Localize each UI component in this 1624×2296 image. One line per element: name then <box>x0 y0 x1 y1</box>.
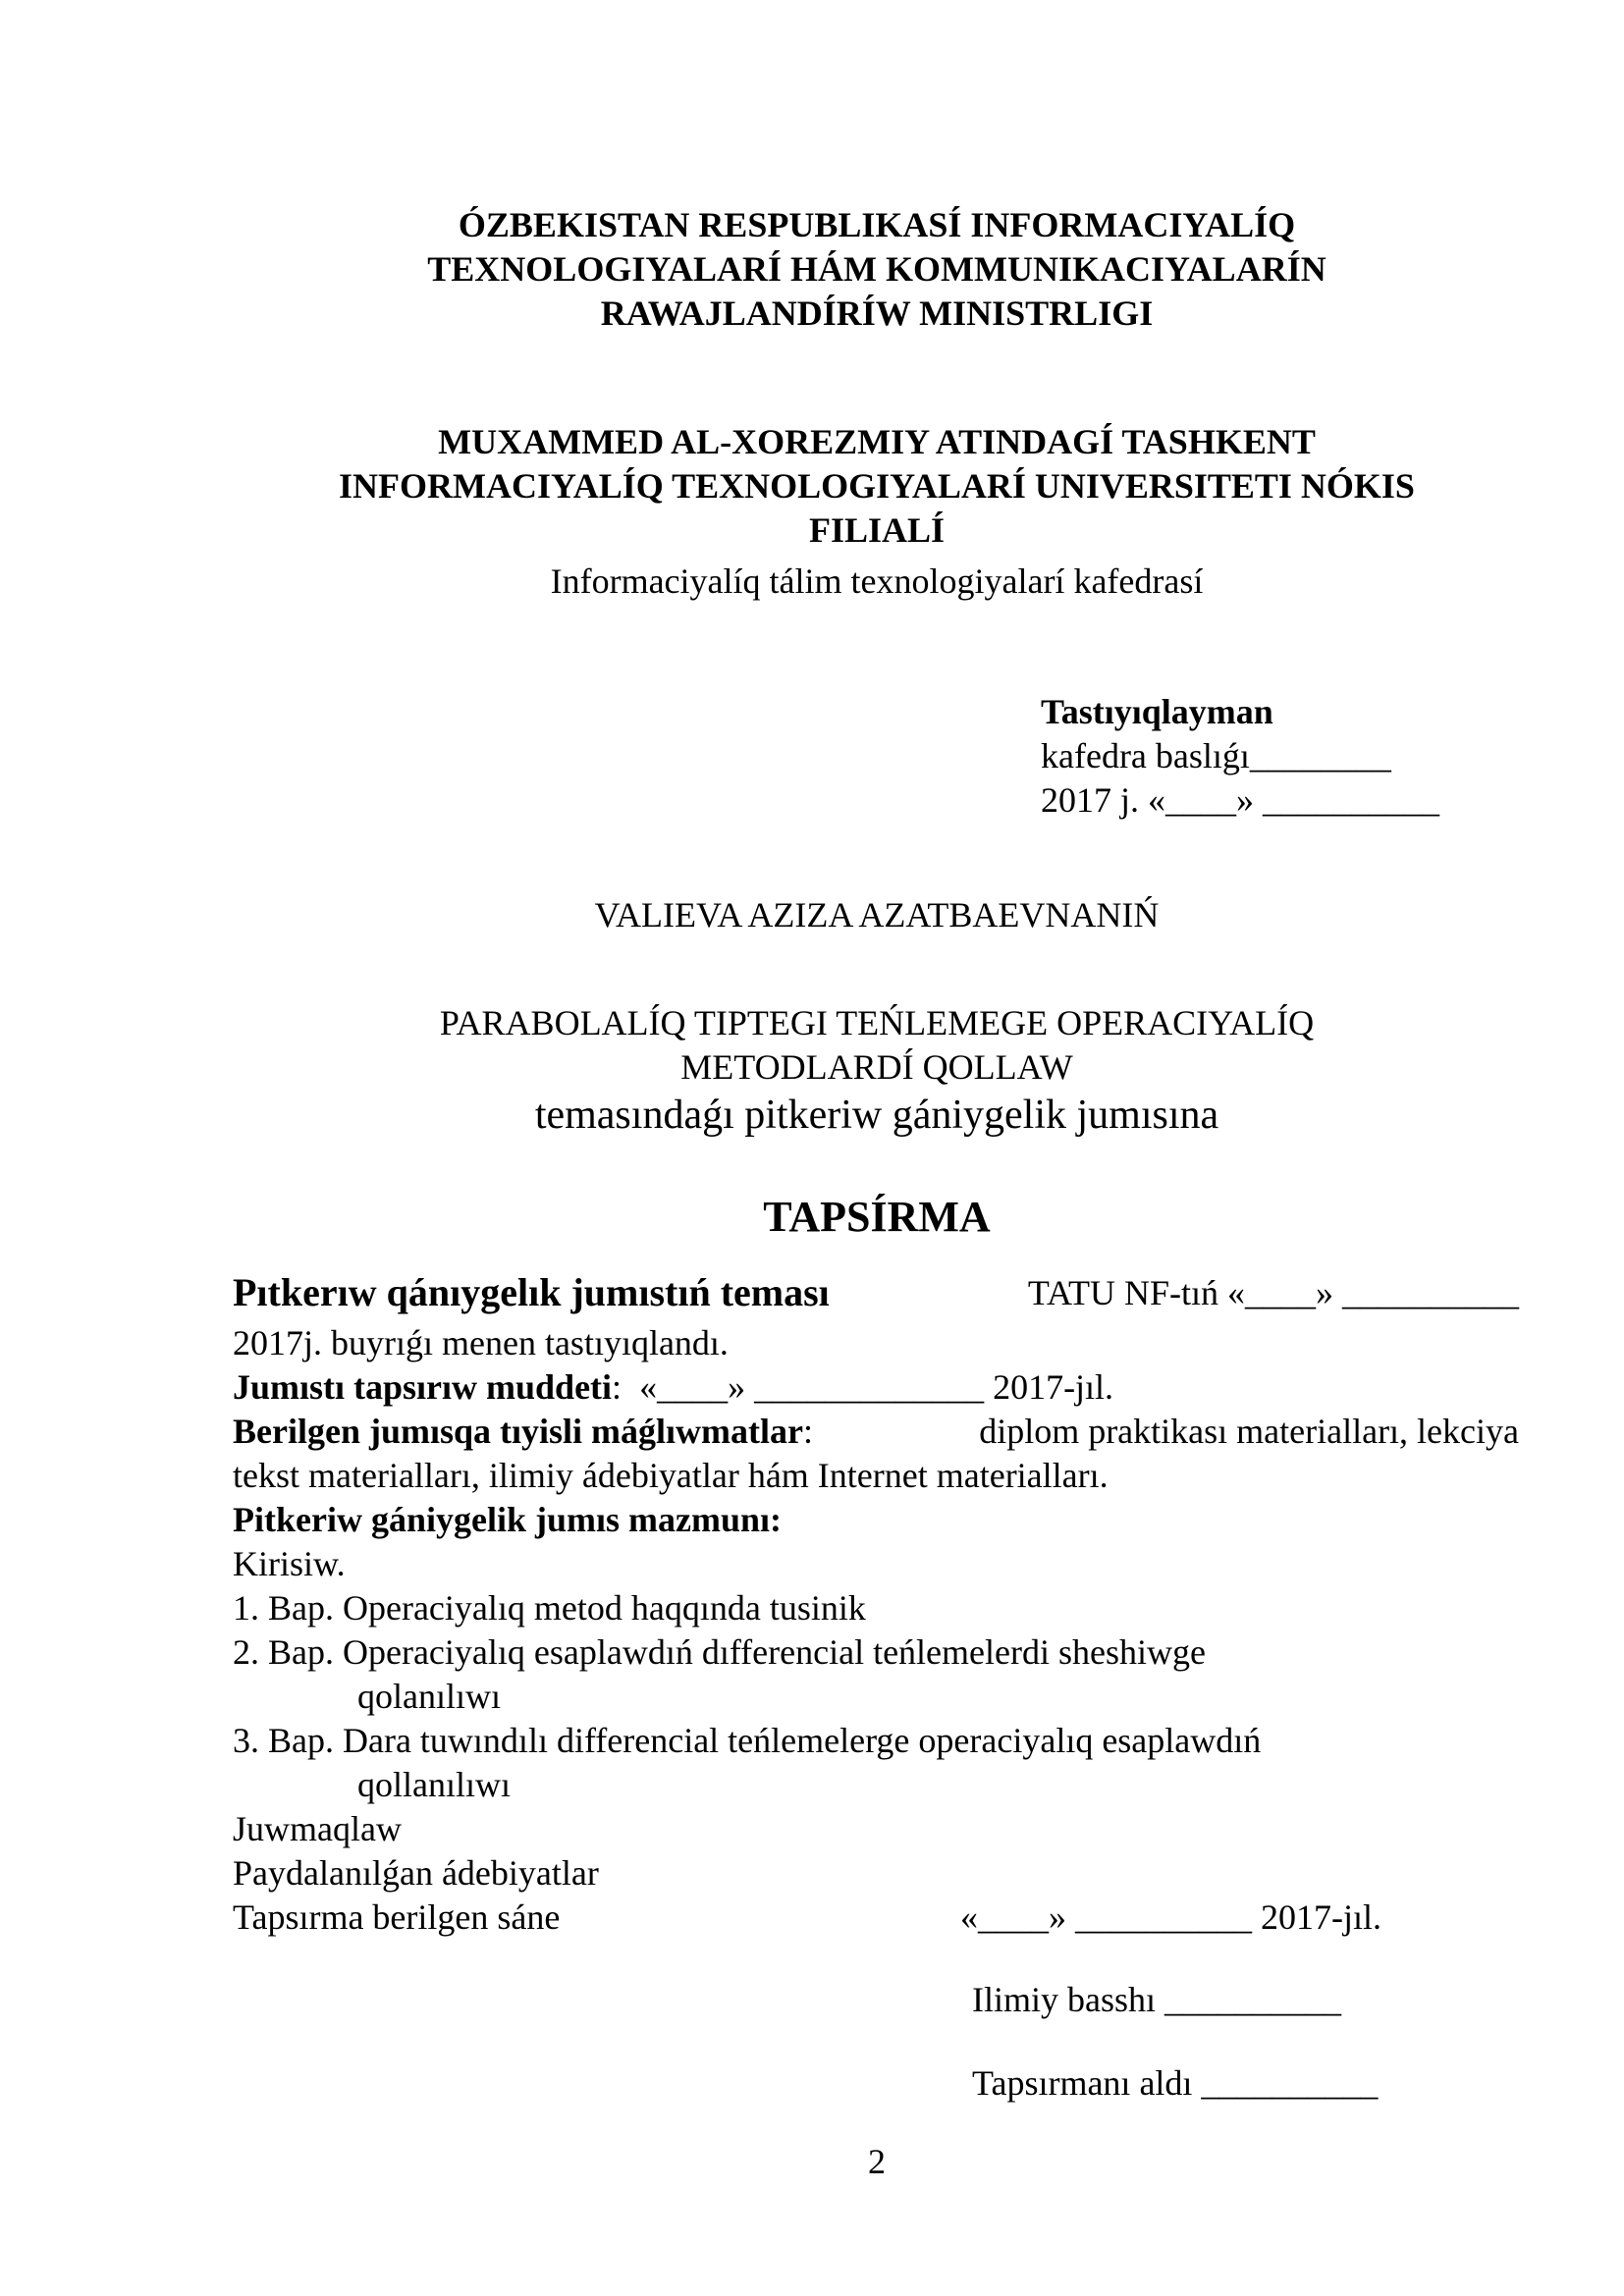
university-line-3: FILIALÍ <box>808 510 946 550</box>
issue-date-row <box>233 1896 1519 1940</box>
advisor-signature: Ilimiy basshı __________ <box>972 1980 1341 2019</box>
list-item: 1. Bap. Operaciyalıq metod haqqında tusinik <box>233 1588 866 1628</box>
university-line-1: MUXAMMED AL-XOREZMIY ATINDAGÍ TASHKENT <box>438 422 1316 461</box>
list-item: Kirisiw. <box>233 1544 346 1583</box>
ministry-line-3: RAWAJLANDÍRÍW MINISTRLIGI <box>600 294 1154 333</box>
approval-title: Tastıyıqlayman <box>1041 692 1273 731</box>
info-value: diplom praktikası materialları, lekciya <box>979 1412 1519 1451</box>
info-continuation: tekst materialları, ilimiy ádebiyatlar hám Internet materialları. <box>233 1456 1109 1495</box>
ministry-line-2: TEXNOLOGIYALARÍ HÁM KOMMUNIKACIYALARÍN <box>427 249 1326 289</box>
approval-block <box>1041 690 1591 823</box>
page-number: 2 <box>868 2142 886 2181</box>
topic-line-2: METODLARDÍ QOLLAW <box>680 1047 1073 1087</box>
issue-label: Tapsırma berilgen sáne <box>233 1897 561 1937</box>
list-item: Juwmaqlaw <box>233 1809 402 1848</box>
list-item: qollanılıwı <box>357 1765 511 1804</box>
task-body <box>233 1264 1519 1940</box>
student-name: VALIEVA AZIZA AZATBAEVNANIŃ <box>594 895 1160 934</box>
approval-date-line: 2017 j. «____» __________ <box>1041 780 1440 820</box>
topic-block <box>0 1001 1624 1141</box>
topic-line-3: temasındaǵı pitkeriw gániygelik jumısına <box>534 1093 1219 1138</box>
info-row <box>233 1410 1519 1454</box>
theme-value: TATU NF-tıń «____» __________ <box>1027 1273 1519 1312</box>
ministry-line-1: ÓZBEKISTAN RESPUBLIKASÍ INFORMACIYALÍQ <box>458 205 1296 244</box>
deadline-label: Jumıstı tapsırıw muddeti <box>233 1367 613 1407</box>
ministry-header <box>0 203 1624 336</box>
list-item: qolanılıwı <box>357 1677 501 1716</box>
university-header <box>0 420 1624 553</box>
list-item: Paydalanılǵan ádebiyatlar <box>233 1853 599 1893</box>
theme-continuation: 2017j. buyrıǵı menen tastıyıqlandı. <box>233 1323 729 1362</box>
deadline-colon: : <box>612 1367 623 1407</box>
university-line-2: INFORMACIYALÍQ TEXNOLOGIYALARÍ UNIVERSITETI NÓKIS <box>339 466 1415 506</box>
list-item: 2. Bap. Operaciyalıq esaplawdıń dıfferencial teńlemelerdi sheshiwge <box>233 1632 1206 1672</box>
received-signature: Tapsırmanı aldı __________ <box>972 2063 1379 2103</box>
issue-value: «____» __________ 2017-jıl. <box>960 1897 1381 1937</box>
deadline-value: «____» _____________ 2017-jıl. <box>639 1367 1114 1407</box>
theme-row <box>233 1264 1519 1321</box>
approval-head-line: kafedra baslıǵı________ <box>1041 736 1391 775</box>
topic-line-1: PARABOLALÍQ TIPTEGI TEŃLEMEGE OPERACIYALÍQ <box>439 1003 1315 1042</box>
info-colon: : <box>802 1412 813 1451</box>
department-name: Informaciyalíq tálim texnologiyalarí kafedrasí <box>550 561 1204 601</box>
list-item: 3. Bap. Dara tuwındılı differencial teńlemelerge operaciyalıq esaplawdıń <box>233 1721 1262 1760</box>
deadline-row <box>233 1365 1519 1410</box>
info-label: Berilgen jumısqa tıyisli máǵlıwmatlar <box>233 1412 803 1451</box>
signature-block <box>972 1978 1522 2106</box>
document-title: TAPSÍRMA <box>763 1193 991 1241</box>
theme-label: Pıtkerıw qánıygelık jumıstıń teması <box>233 1270 830 1314</box>
content-label: Pitkeriw gániygelik jumıs mazmunı: <box>233 1500 782 1539</box>
